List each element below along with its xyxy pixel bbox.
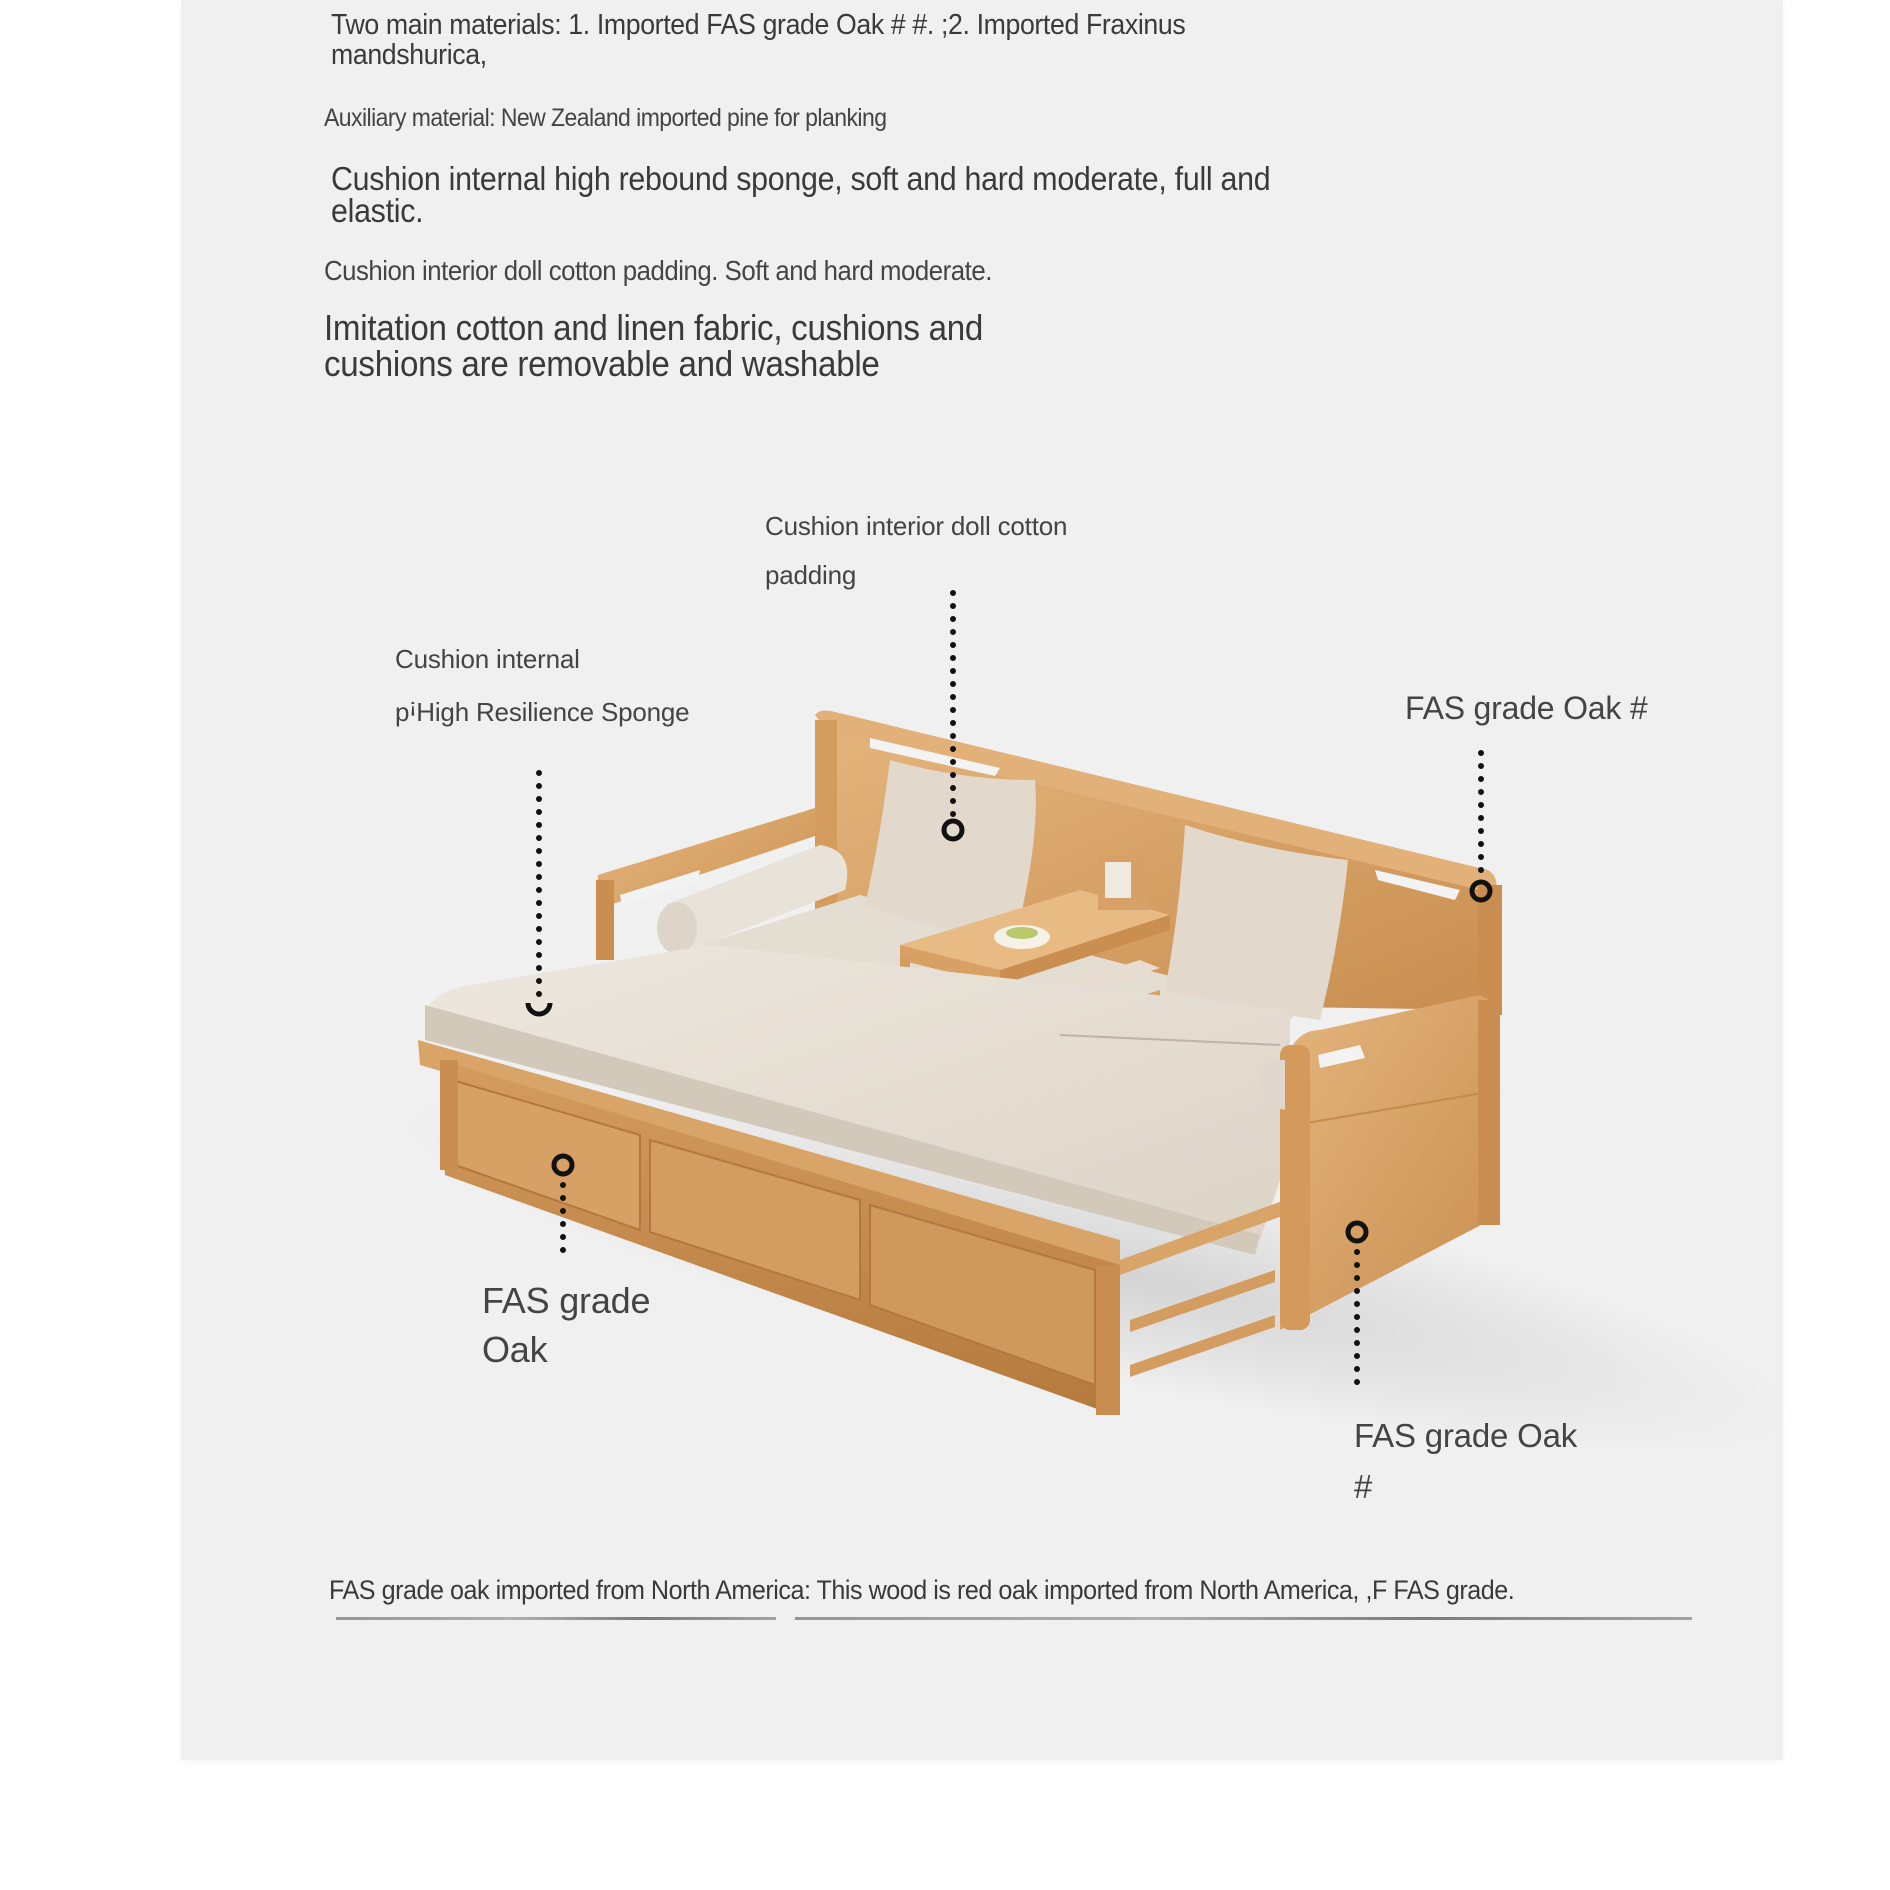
footer-rule-right (795, 1617, 1692, 1620)
spec-cushion-sponge: Cushion internal high rebound sponge, soft and hard moderate, full and elastic. (331, 160, 1271, 229)
spec-fabric: Imitation cotton and linen fabric, cushions and cushions are removable and washable (324, 307, 984, 384)
callout-oak-backrest: FAS grade Oak # (1405, 690, 1648, 726)
callout-oak-armrest: FAS grade Oak # (1354, 1417, 1578, 1505)
callout-sponge: Cushion internal pꜟHigh Resilience Sponge (395, 644, 690, 727)
spec-auxiliary-material: Auxiliary material: New Zealand imported pine for planking (324, 104, 887, 132)
footer-note: FAS grade oak imported from North America: This wood is red oak imported from North America, ,F FAS grade. (329, 1575, 1515, 1605)
spec-cushion-cotton: Cushion interior doll cotton padding. Soft and hard moderate. (324, 255, 992, 286)
spec-main-materials: Two main materials: 1. Imported FAS grade Oak # #. ;2. Imported Fraxinus mandshurica, (331, 9, 1186, 71)
callout-oak-drawer: FAS grade Oak (482, 1280, 651, 1370)
footer-rule-left (336, 1617, 776, 1620)
callout-doll-cotton: Cushion interior doll cotton padding (765, 511, 1068, 590)
